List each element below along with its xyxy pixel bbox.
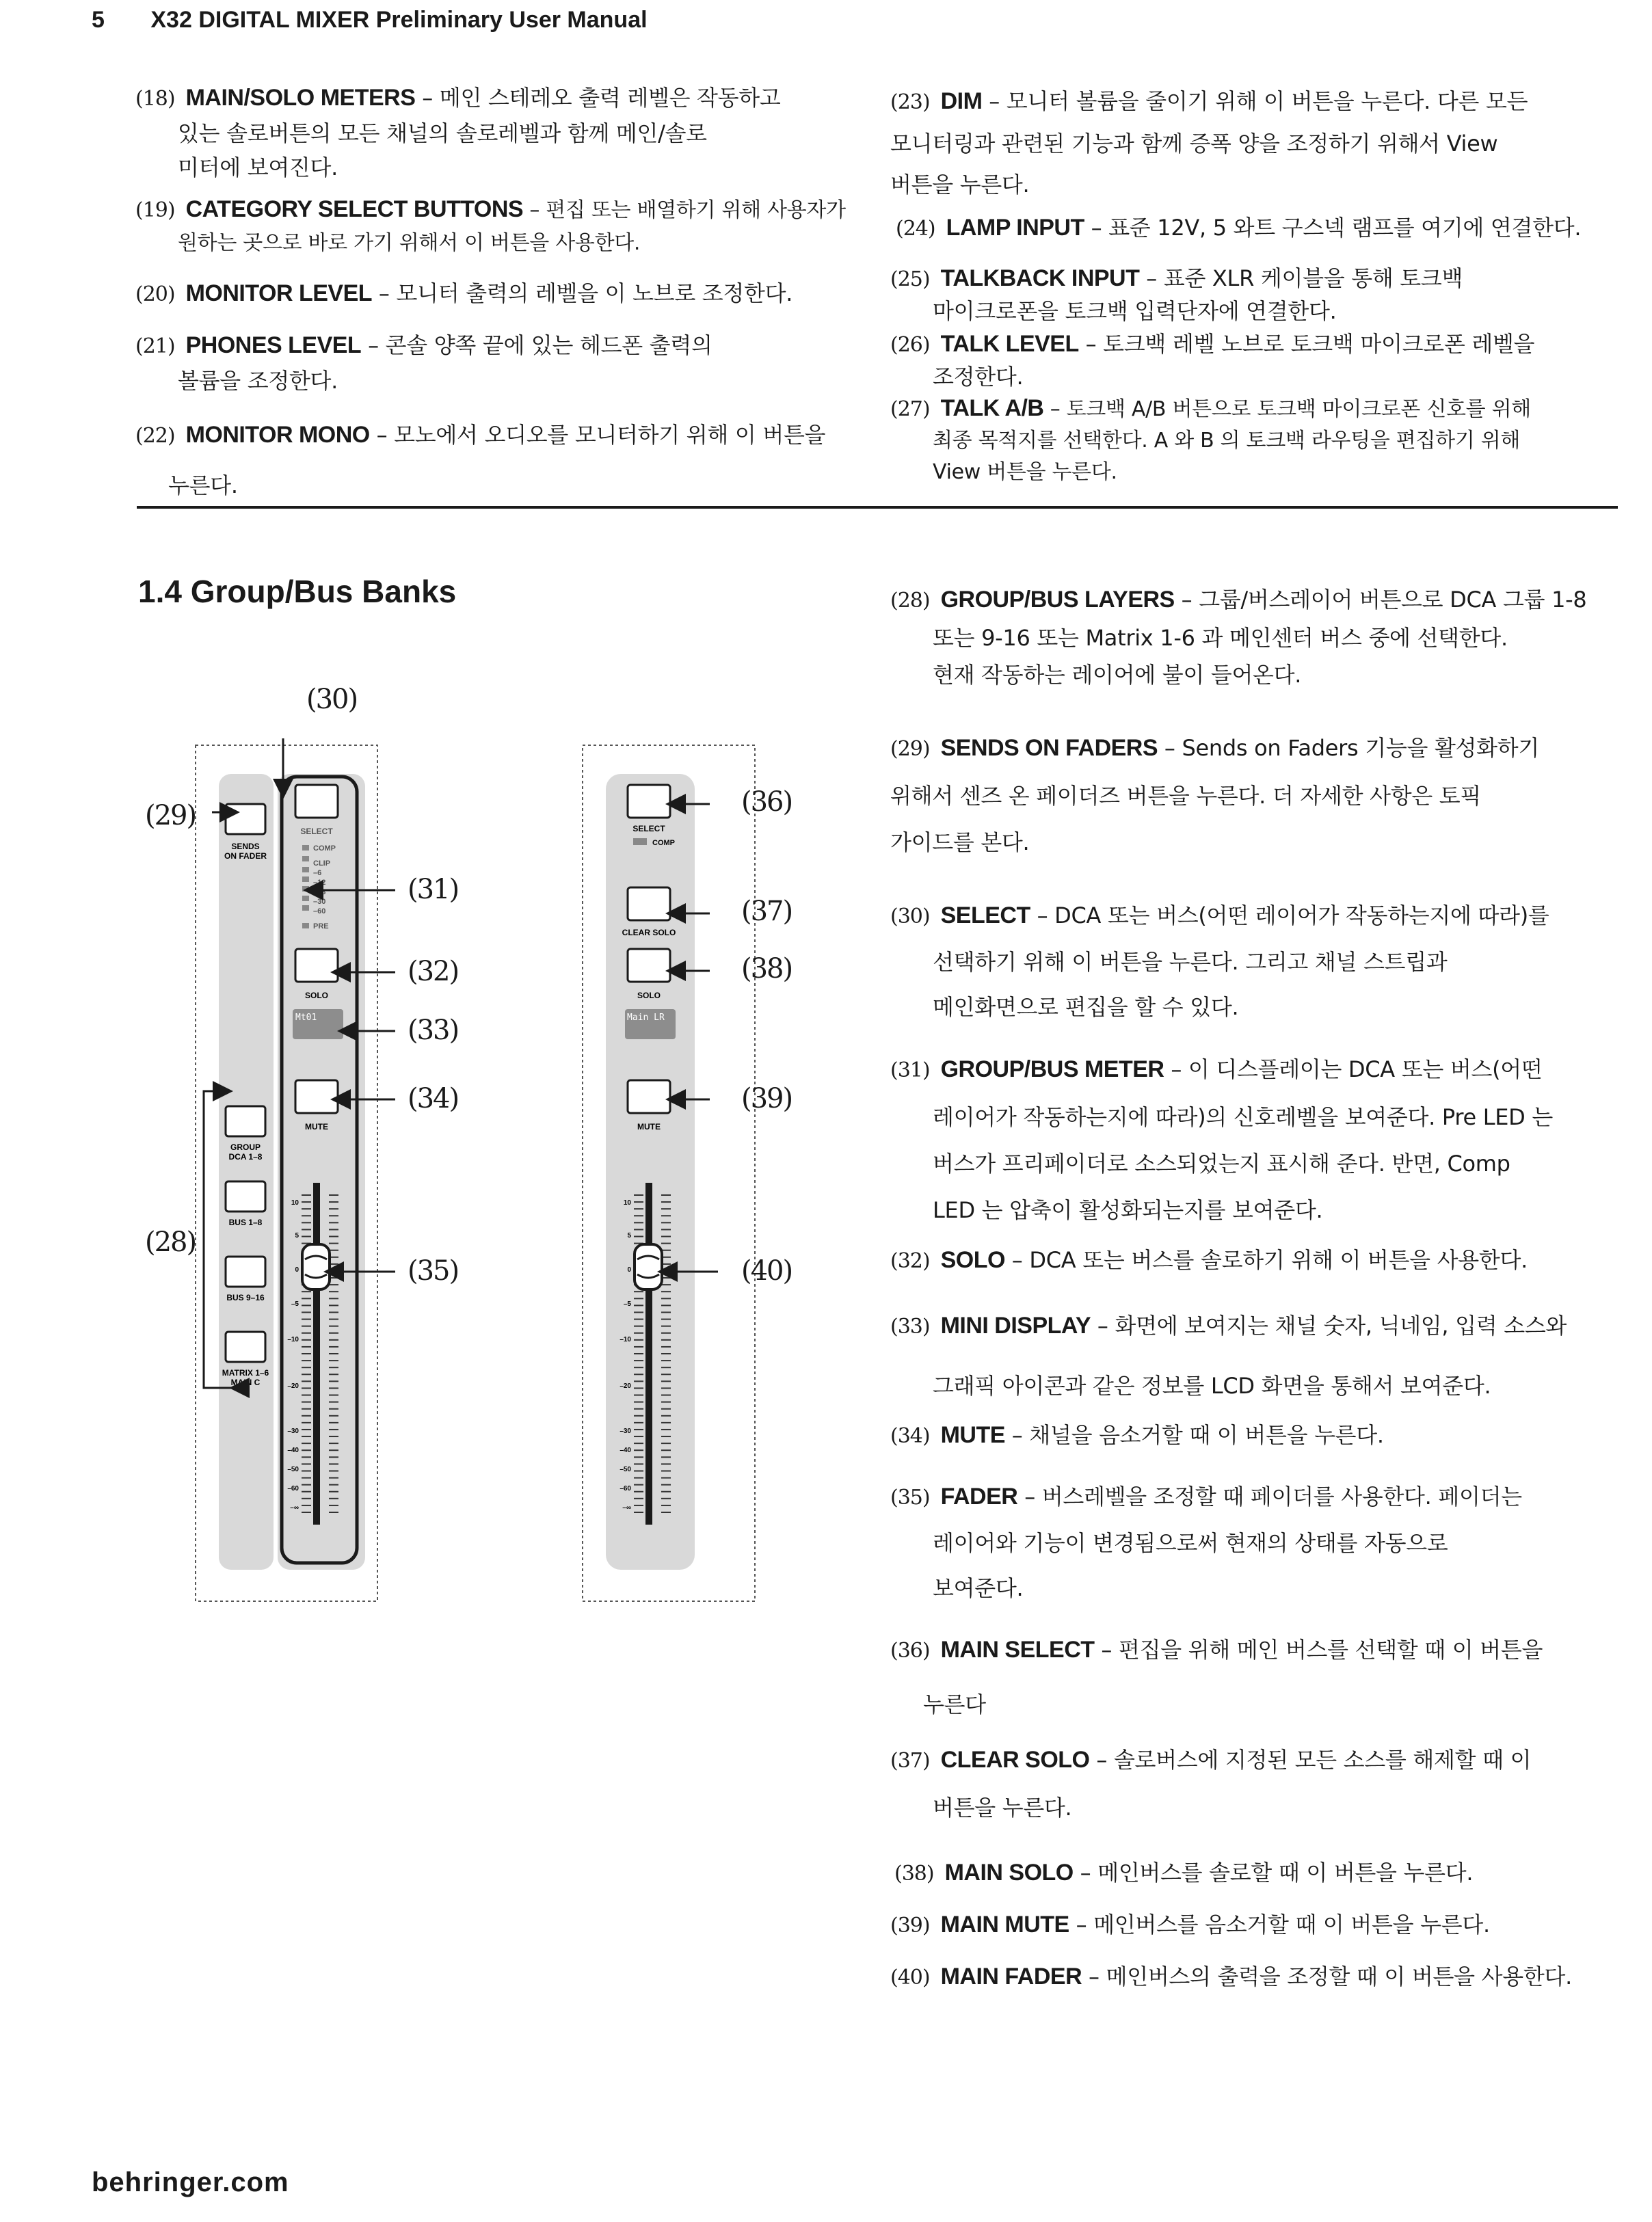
item-text: – 이 디스플레이는 DCA 또는 버스(어떤 [1164,1056,1543,1082]
matrix-label-1: MATRIX 1–6 [222,1368,269,1378]
item-keyword: MINI DISPLAY [940,1313,1091,1339]
main-solo-label: SOLO [637,991,661,1000]
main-fader-track [645,1183,652,1525]
item-number: (24) [896,217,935,241]
item-keyword: MAIN SELECT [940,1637,1095,1663]
item-keyword: CLEAR SOLO [940,1747,1090,1773]
item-number: (37) [890,1749,930,1773]
item-keyword: SELECT [940,902,1030,928]
bus-9-16-label: BUS 9–16 [226,1293,265,1302]
item-18 [135,81,853,185]
mute-button [295,1080,338,1113]
item-keyword: MONITOR MONO [185,422,370,448]
item-text: 가이드를 본다. [890,829,1030,855]
item-text: 조정한다. [933,364,1024,390]
item-keyword: MAIN/SOLO METERS [185,85,416,111]
clear-solo-button [628,887,670,920]
item-text: 현재 작동하는 레이어에 불이 들어온다. [933,662,1302,688]
item-keyword: GROUP/BUS LAYERS [940,587,1175,613]
item-keyword: SOLO [940,1247,1005,1273]
fader-scale-label: –30 [287,1428,299,1435]
item-text: – 채널을 음소거할 때 이 버튼을 누른다. [1004,1422,1384,1448]
item-text: 위해서 센즈 온 페이더즈 버튼을 누른다. 더 자세한 사항은 토픽 [890,783,1482,809]
fader-scale-label: 5 [295,1232,299,1240]
item-keyword: MAIN SOLO [944,1860,1074,1886]
item-keyword: MAIN MUTE [940,1912,1069,1938]
manual-title: X32 DIGITAL MIXER Preliminary User Manual [150,7,648,33]
section-divider [137,506,1618,509]
item-text: 모니터링과 관련된 기능과 함께 증폭 양을 조정하기 위해서 View [890,131,1498,157]
callout-37: (37) [741,896,792,927]
item-number: (38) [894,1862,934,1886]
item-text: – 메인버스의 출력을 조정할 때 이 버튼을 사용한다. [1082,1964,1572,1990]
item-number: (27) [890,397,930,421]
item-number: (31) [890,1058,930,1082]
callout-30: (30) [306,684,358,715]
item-text: 누른다 [923,1691,986,1717]
fader-scale-label: 10 [291,1199,299,1207]
item-text: – 토크백 A/B 버튼으로 토크백 마이크로폰 신호를 위해 [1043,397,1531,421]
item-30 [890,893,1636,1030]
item-keyword: TALKBACK INPUT [940,265,1140,291]
item-text: – DCA 또는 버스를 솔로하기 위해 이 버튼을 사용한다. [1004,1247,1528,1273]
item-text: – 모노에서 오디오를 모니터하기 위해 이 버튼을 [369,422,826,448]
item-text: View 버튼을 누른다. [933,460,1117,484]
item-keyword: PHONES LEVEL [185,332,362,358]
meter-mark-18: –18 [313,888,326,896]
item-text: 마이크로폰을 토크백 입력단자에 연결한다. [933,298,1337,324]
item-text: – 토크백 레벨 노브로 토크백 마이크로폰 레벨을 [1078,331,1535,357]
fader-scale-label: –∞ [290,1504,299,1512]
fader-scale-label: 5 [627,1232,631,1240]
fader-scale-label: 0 [295,1266,299,1274]
item-22 [135,410,860,510]
fader-scale-label: –50 [620,1466,631,1473]
section-title: 1.4 Group/Bus Banks [138,574,457,609]
sends-label-2: ON FADER [224,851,267,861]
item-36 [890,1623,1636,1731]
item-number: (19) [135,198,175,222]
callout-28: (28) [145,1227,196,1258]
item-text: 메인화면으로 편집을 할 수 있다. [933,994,1239,1020]
callout-33: (33) [408,1015,459,1046]
item-number: (39) [890,1914,930,1938]
item-27 [890,392,1636,488]
solo-button [295,949,338,982]
fader-track [313,1183,320,1525]
item-text: 선택하기 위해 이 버튼을 누른다. 그리고 채널 스트립과 [933,949,1448,975]
item-keyword: MONITOR LEVEL [185,280,373,306]
item-24 [896,211,1641,246]
item-text: 최종 목적지를 선택한다. A 와 B 의 토크백 라우팅을 편집하기 위해 [933,429,1521,453]
callout-32: (32) [408,956,459,987]
item-keyword: DIM [940,88,983,114]
item-31 [890,1046,1642,1233]
item-keyword: MAIN FADER [940,1964,1082,1990]
callout-39: (39) [741,1083,792,1114]
mini-display-text: Mt01 [295,1013,317,1023]
callout-38: (38) [741,953,792,985]
item-21 [135,328,853,398]
category-column [219,774,274,1570]
callout-34: (34) [408,1083,459,1114]
item-number: (22) [135,424,175,448]
item-text: – 편집 또는 배열하기 위해 사용자가 [523,198,846,222]
item-number: (34) [890,1424,930,1448]
item-text: – 표준 12V, 5 와트 구스넥 램프를 여기에 연결한다. [1084,215,1582,241]
item-26 [890,328,1636,392]
item-text: 그래픽 아이콘과 같은 정보를 LCD 화면을 통해서 보여준다. [933,1373,1491,1399]
item-text: – 솔로버스에 지정된 모든 소스를 해제할 때 이 [1089,1747,1532,1773]
group-dca-button [226,1106,265,1136]
item-text: – 그룹/버스레이어 버튼으로 DCA 그룹 1-8 [1174,587,1587,613]
item-33 [890,1296,1636,1415]
item-number: (26) [890,333,930,357]
sends-on-fader-button [226,804,265,834]
item-text: 또는 9-16 또는 Matrix 1-6 과 메인센터 버스 중에 선택한다. [933,625,1508,651]
item-32 [890,1243,1636,1279]
item-text: 누른다. [168,472,238,498]
page-header [92,7,648,34]
item-19 [135,193,853,260]
item-37 [890,1737,1636,1831]
fader-knob [302,1244,330,1289]
item-number: (35) [890,1486,930,1510]
fader-scale-label: –10 [620,1336,631,1343]
item-text: 버스가 프리페이더로 소스되었는지 표시해 준다. 반면, Comp [933,1151,1510,1177]
item-number: (20) [135,282,175,306]
fader-scale-label: –10 [287,1336,299,1343]
fader-scale-label: –60 [287,1485,299,1493]
main-select-button [628,785,670,818]
callout-31: (31) [408,874,459,905]
meter-mark-60: –60 [313,907,326,915]
item-40 [890,1959,1642,1995]
item-text: – 메인버스를 솔로할 때 이 버튼을 누른다. [1073,1860,1474,1886]
main-select-label: SELECT [632,824,665,833]
main-comp-label: COMP [652,839,675,847]
item-text: – 모니터 출력의 레벨을 이 노브로 조정한다. [372,280,793,306]
item-text: – 편집을 위해 메인 버스를 선택할 때 이 버튼을 [1094,1637,1543,1663]
fader-scale-label: –60 [620,1485,631,1493]
item-keyword: TALK A/B [940,395,1044,421]
item-text: 원하는 곳으로 바로 가기 위해서 이 버튼을 사용한다. [178,231,641,255]
fader-scale-label: –5 [623,1300,631,1308]
fader-scale-label: –20 [287,1382,299,1390]
main-display-text: Main LR [627,1013,665,1023]
item-number: (32) [890,1249,930,1273]
footer-brand: behringer.com [92,2167,289,2197]
callout-35: (35) [408,1255,459,1287]
solo-label: SOLO [304,991,329,1000]
meter-mark-30: –30 [313,898,326,906]
select-label: SELECT [300,827,333,836]
matrix-button [226,1332,265,1362]
item-number: (30) [890,905,930,928]
main-solo-button [628,949,670,982]
fader-scale-label: 0 [627,1266,631,1274]
main-comp-led [633,838,647,845]
item-text: – 화면에 보여지는 채널 숫자, 닉네임, 입력 소스와 [1091,1313,1567,1339]
group-label-2: DCA 1–8 [228,1152,263,1162]
item-text: 볼륨을 조정한다. [178,368,338,394]
fader-scale-label: –5 [291,1300,299,1308]
item-number: (18) [135,87,175,111]
bus-1-8-label: BUS 1–8 [228,1218,263,1227]
callout-40: (40) [741,1255,792,1287]
item-text: – 버스레벨을 조정할 때 페이더를 사용한다. 페이더는 [1017,1484,1522,1510]
mute-label: MUTE [305,1122,328,1132]
fader-scale-label: –50 [287,1466,299,1473]
item-text: 미터에 보여진다. [178,155,338,180]
group-bus-diagram [123,677,807,1620]
main-mute-label: MUTE [637,1122,661,1132]
fader-scale-label: –40 [620,1447,631,1454]
clear-solo-label: CLEAR SOLO [622,928,676,937]
main-fader-knob [635,1244,662,1289]
bus-9-16-button [226,1257,265,1287]
bus-1-8-button [226,1181,265,1212]
item-keyword: LAMP INPUT [946,215,1084,241]
item-keyword: CATEGORY SELECT BUTTONS [185,196,524,222]
matrix-label-2: MAIN C [230,1378,261,1387]
fader-scale-label: –30 [620,1428,631,1435]
item-keyword: TALK LEVEL [940,331,1079,357]
item-39 [890,1908,1636,1943]
item-number: (23) [890,90,930,114]
item-keyword: SENDS ON FADERS [940,735,1158,761]
item-number: (29) [890,737,930,761]
meter-mark-6: –6 [313,869,322,877]
item-38 [894,1856,1640,1891]
item-28 [890,581,1636,693]
item-text: 버튼을 누른다. [890,172,1030,198]
item-text: LED 는 압축이 활성화되는지를 보여준다. [933,1197,1323,1223]
group-label-1: GROUP [230,1142,261,1152]
item-29 [890,725,1636,866]
item-text: – 콘솔 양쪽 끝에 있는 헤드폰 출력의 [361,332,712,358]
sends-label-1: SENDS [231,842,260,851]
item-34 [890,1418,1636,1454]
fader-scale-label: –40 [287,1447,299,1454]
item-text: – 모니터 볼륨을 줄이기 위해 이 버튼을 누른다. 다른 모든 [982,88,1528,114]
select-button [295,785,338,818]
meter-comp: COMP [313,844,336,853]
item-number: (28) [890,589,930,613]
item-23 [890,81,1636,205]
fader-scale-label: –20 [620,1382,631,1390]
item-text: – Sends on Faders 기능을 활성화하기 [1158,735,1540,761]
item-number: (25) [890,267,930,291]
meter-pre: PRE [313,922,329,931]
item-text: 레이어가 작동하는지에 따라)의 신호레벨을 보여준다. Pre LED 는 [933,1104,1553,1130]
item-number: (33) [890,1315,930,1339]
fader-scale-label: 10 [623,1199,631,1207]
item-text: – 표준 XLR 케이블을 통해 토크백 [1139,265,1463,291]
meter-clip: CLIP [313,859,331,868]
main-mute-button [628,1080,670,1113]
item-20 [135,276,853,312]
item-text: – 메인 스테레오 출력 레벨은 작동하고 [415,85,781,111]
item-35 [890,1474,1636,1611]
page-number: 5 [92,7,105,33]
meter-mark-12: –12 [313,879,326,887]
callout-36: (36) [741,786,792,818]
fader-scale-label: –∞ [622,1504,631,1512]
item-text: 레이어와 기능이 변경됨으로써 현재의 상태를 자동으로 [933,1530,1448,1556]
item-text: 버튼을 누른다. [933,1795,1072,1821]
item-text: – 메인버스를 음소거할 때 이 버튼을 누른다. [1069,1912,1490,1938]
callout-29: (29) [145,800,196,831]
item-keyword: GROUP/BUS METER [940,1056,1164,1082]
item-number: (40) [890,1966,930,1990]
item-keyword: MUTE [940,1422,1005,1448]
item-number: (36) [890,1639,930,1663]
item-number: (21) [135,334,175,358]
item-keyword: FADER [940,1484,1018,1510]
item-text: – DCA 또는 버스(어떤 레이어가 작동하는지에 따라)를 [1030,902,1549,928]
item-text: 보여준다. [933,1575,1024,1601]
item-text: 있는 솔로버튼의 모든 채널의 솔로레벨과 함께 메인/솔로 [178,120,707,146]
item-25 [890,263,1636,327]
